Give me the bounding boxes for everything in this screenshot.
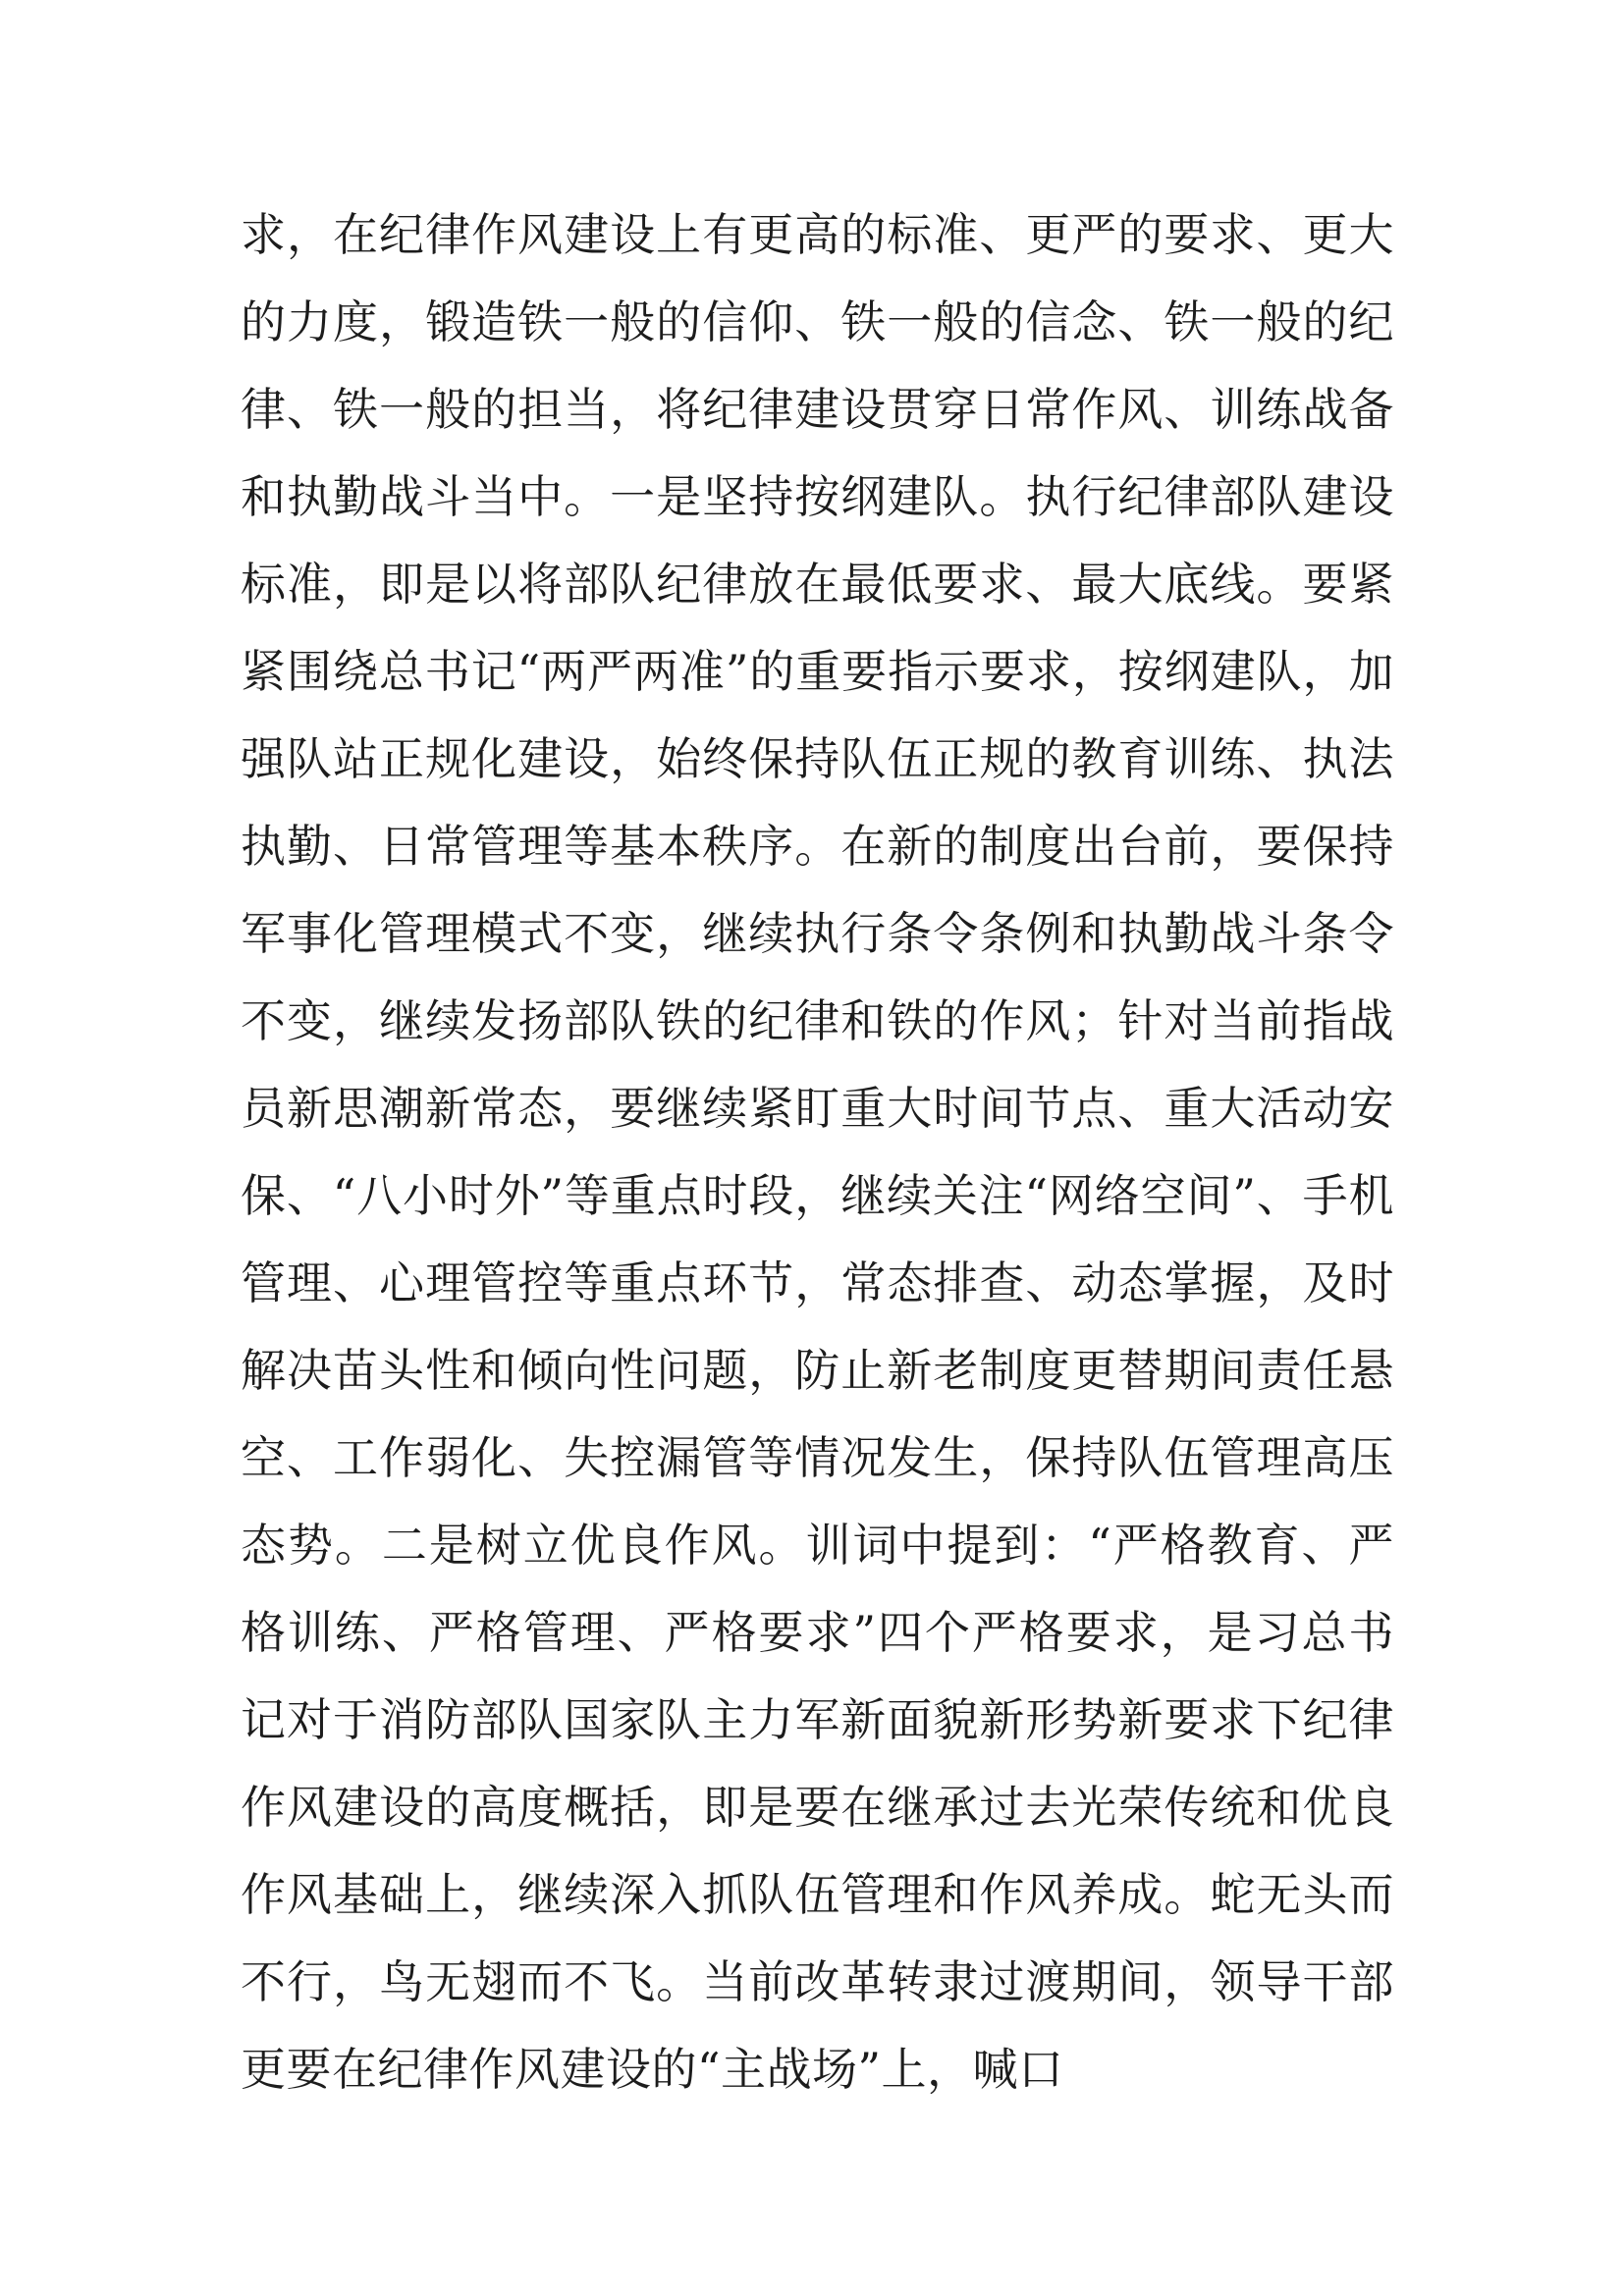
document-content [241, 191, 1394, 2113]
body-paragraph: 求，在纪律作风建设上有更高的标准、更严的要求、更大的力度，锻造铁一般的信仰、铁一般的信念、铁一般的纪律、铁一般的担当，将纪律建设贯穿日常作风、训练战备和执勤战斗当中。一是坚持按纲建队。执行纪律部队建设标准，即是以将部队纪律放在最低要求、最大底线。要紧紧围绕总书记“两严两准”的重要指示要求，按纲建队，加强队站正规化建设，始终保持队伍正规的教育训练、执法执勤、日常管理等基本秩序。在新的制度出台前，要保持军事化管理模式不变，继续执行条令条例和执勤战斗条令不变，继续发扬部队铁的纪律和铁的作风；针对当前指战员新思潮新常态，要继续紧盯重大时间节点、重大活动安保、“八小时外”等重点时段，继续关注“网络空间”、手机管理、心理管控等重点环节，常态排查、动态掌握，及时解决苗头性和倾向性问题，防止新老制度更替期间责任悬空、工作弱化、失控漏管等情况发生，保持队伍管理高压态势。二是树立优良作风。训词中提到：“严格教育、严格训练、严格管理、严格要求”四个严格要求，是习总书记对于消防部队国家队主力军新面貌新形势新要求下纪律作风建设的高度概括，即是要在继承过去光荣传统和优良作风基础上，继续深入抓队伍管理和作风养成。蛇无头而不行，鸟无翅而不飞。当前改革转隶过渡期间，领导干部更要在纪律作风建设的“主战场”上，喊口 [241, 208, 1394, 2096]
